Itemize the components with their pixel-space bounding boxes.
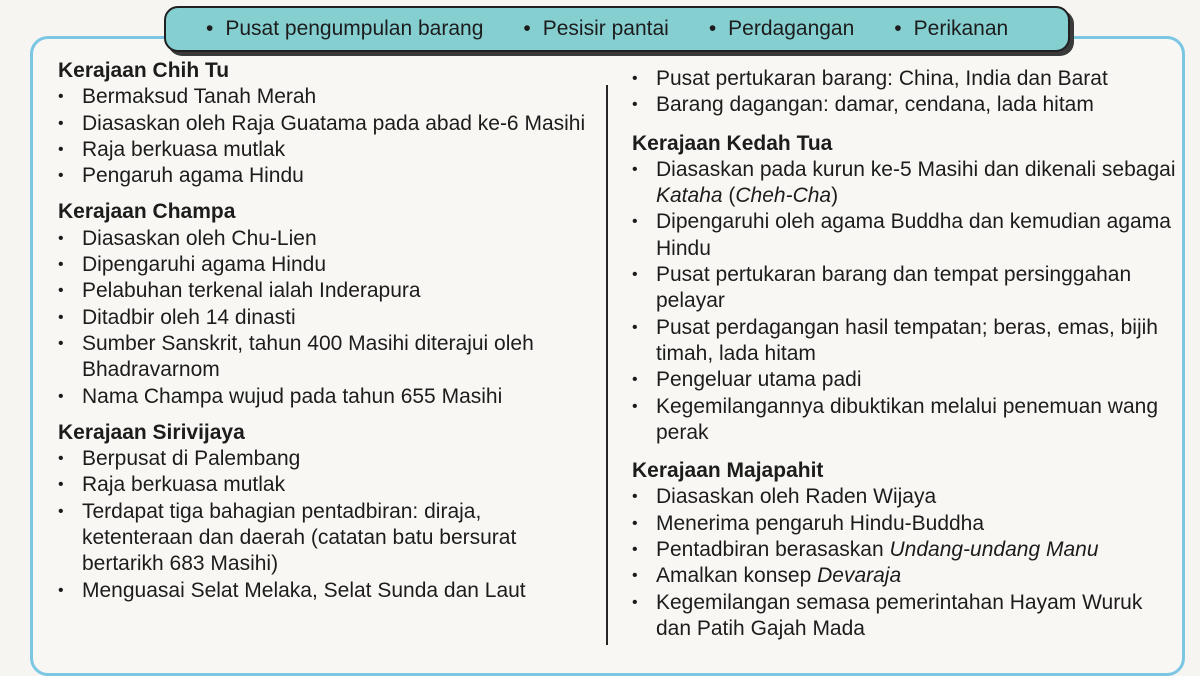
list-item: • Raja berkuasa mutlak [58,472,593,498]
item-emphasis: Devaraja [817,564,902,588]
list-item [632,537,1177,563]
list-item: • Pelabuhan terkenal ialah Inderapura [58,278,593,304]
list-item: • Sumber Sanskrit, tahun 400 Masihi diterajui oleh Bhadravarnom [58,331,593,384]
banner-tag: • Perdagangan [709,17,854,41]
item-emphasis: Kataha [656,184,723,208]
list-item: • Pusat pertukaran barang dan tempat persinggahan pelayar [632,262,1177,315]
item-text: ) [831,184,839,208]
list-item: • Dipengaruhi agama Hindu [58,252,593,278]
list-item: • Diasaskan oleh Raja Guatama pada abad ke-6 Masihi [58,111,593,137]
list-item [632,157,1177,210]
list-item: • Diasaskan oleh Chu-Lien [58,226,593,252]
section-heading: Kerajaan Sirivijaya [58,420,245,444]
section-heading: Kerajaan Majapahit [632,459,824,483]
banner-tag: • Pusat pengumpulan barang [206,17,483,41]
list-item [632,563,1177,589]
item-text: Pentadbiran berasaskan [656,538,890,562]
section-champa [58,199,593,409]
section-chih-tu [58,58,593,189]
column-divider [606,85,608,645]
bullet-list [632,66,1177,119]
list-item: • Ditadbir oleh 14 dinasti [58,305,593,331]
list-item: • Berpusat di Palembang [58,446,593,472]
section-majapahit [632,458,1177,642]
bullet-list [632,157,1177,446]
list-item: • Menerima pengaruh Hindu-Buddha [632,511,1177,537]
list-item: • Kegemilangannya dibuktikan melalui penemuan wang perak [632,394,1177,447]
bullet-list [58,446,593,604]
banner-tag: • Perikanan [894,17,1008,41]
item-text: ( [722,184,736,208]
bullet-list [58,226,593,410]
item-emphasis: Cheh-Cha [735,184,832,208]
list-item: • Diasaskan oleh Raden Wijaya [632,484,1177,510]
bullet-list [58,84,593,189]
banner-tag: • Pesisir pantai [523,17,668,41]
section-heading: Kerajaan Kedah Tua [632,131,833,155]
item-emphasis: Undang-undang Manu [889,538,1099,562]
section-kedah-tua [632,131,1177,447]
item-text: Diasaskan pada kurun ke-5 Masihi dan dikenali sebagai [656,157,1176,181]
list-item: • Nama Champa wujud pada tahun 655 Masihi [58,384,593,410]
list-item: • Bermaksud Tanah Merah [58,84,593,110]
section-heading: Kerajaan Champa [58,200,236,224]
list-item: • Barang dagangan: damar, cendana, lada hitam [632,92,1177,118]
item-text: Amalkan konsep [656,564,818,588]
list-item: • Menguasai Selat Melaka, Selat Sunda dan Laut [58,578,593,604]
list-item: • Raja berkuasa mutlak [58,137,593,163]
left-column [58,58,593,614]
right-column [632,66,1177,654]
list-item: • Dipengaruhi oleh agama Buddha dan kemudian agama Hindu [632,209,1177,262]
section-heading: Kerajaan Chih Tu [58,59,230,82]
list-item: • Pusat pertukaran barang: China, India dan Barat [632,66,1177,92]
keyword-banner [164,6,1070,52]
list-item: • Kegemilangan semasa pemerintahan Hayam Wuruk dan Patih Gajah Mada [632,590,1177,643]
list-item: • Terdapat tiga bahagian pentadbiran: diraja, ketenteraan dan daerah (catatan batu bersurat bertarikh 683 Masihi) [58,499,593,578]
list-item: • Pusat perdagangan hasil tempatan; beras, emas, bijih timah, lada hitam [632,315,1177,368]
list-item: • Pengeluar utama padi [632,367,1177,393]
list-item: • Pengaruh agama Hindu [58,163,593,189]
bullet-list [632,484,1177,642]
section-sirivijaya [58,420,593,604]
